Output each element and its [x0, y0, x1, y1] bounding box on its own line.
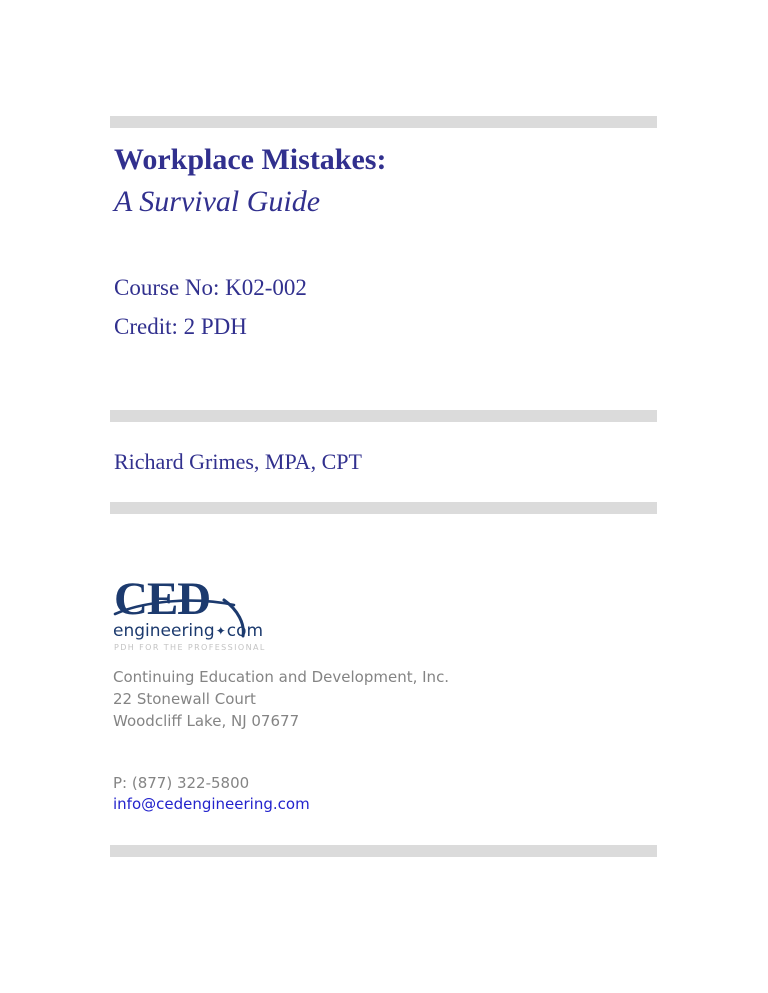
page-title: Workplace Mistakes:	[114, 143, 387, 176]
author-name: Richard Grimes, MPA, CPT	[114, 449, 362, 474]
page-subtitle: A Survival Guide	[114, 185, 321, 218]
logo-domain-tld: com	[226, 621, 264, 641]
star-icon: ✦	[215, 624, 226, 638]
divider-top	[110, 116, 657, 128]
logo-tagline: PDH FOR THE PROFESSIONAL	[114, 643, 266, 652]
publisher-company-name: Continuing Education and Development, Inc.	[113, 668, 450, 686]
ced-engineering-logo	[112, 573, 292, 652]
publisher-email-link[interactable]: info@cedengineering.com	[113, 795, 310, 813]
publisher-phone: P: (877) 322-5800	[113, 774, 250, 792]
logo-domain-name: engineering	[113, 621, 215, 641]
divider-above-author	[110, 410, 657, 422]
divider-below-author	[110, 502, 657, 514]
publisher-address-block	[113, 666, 449, 732]
credit-hours: Credit: 2 PDH	[114, 314, 247, 339]
publisher-street: 22 Stonewall Court	[113, 690, 256, 708]
publisher-city-state-zip: Woodcliff Lake, NJ 07677	[113, 712, 300, 730]
course-number: Course No: K02-002	[114, 275, 307, 300]
divider-bottom	[110, 845, 657, 857]
logo-domain-text	[113, 621, 263, 641]
logo-acronym-text: CED	[114, 573, 211, 625]
